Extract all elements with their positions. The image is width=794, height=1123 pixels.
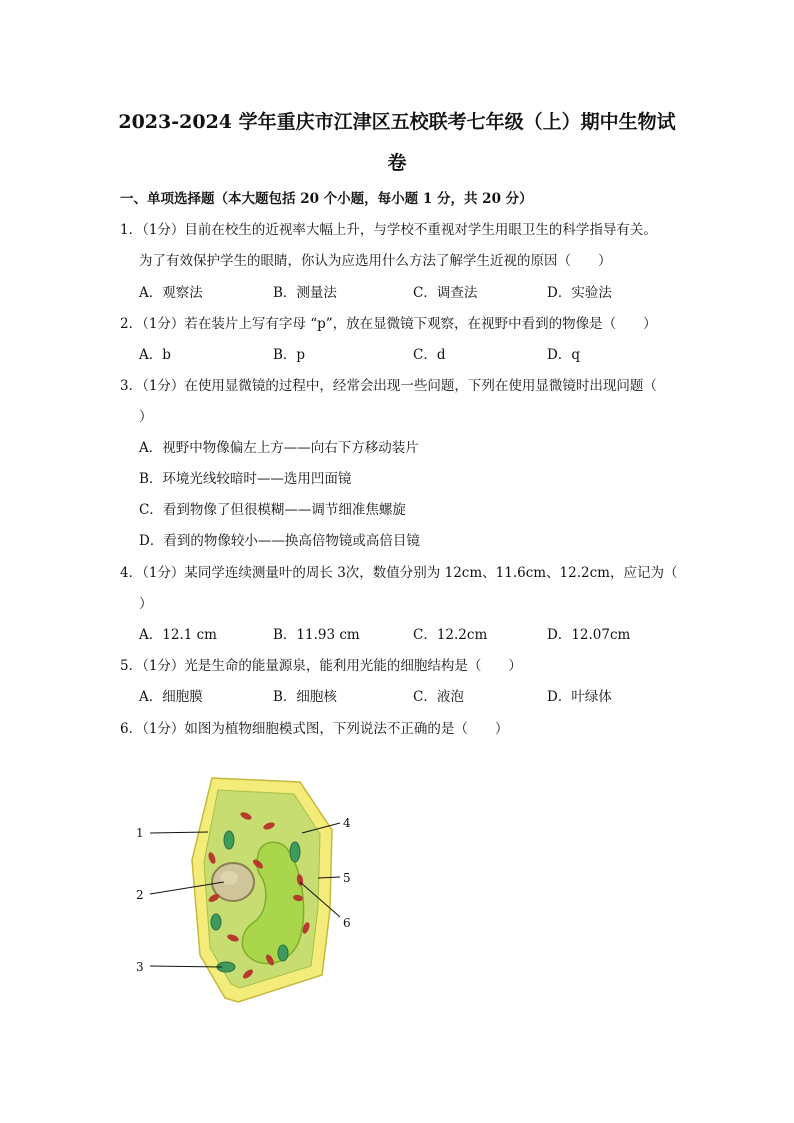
exam-title-line1: 2023-2024 学年重庆市江津区五校联考七年级（上）期中生物试: [118, 111, 676, 133]
question-4-option-b: B．11.93 cm: [273, 627, 360, 643]
chloroplast: [211, 914, 221, 930]
question-3-option-b: B．环境光线较暗时——选用凹面镜: [139, 471, 352, 487]
label-2: 2: [136, 888, 144, 902]
label-5: 5: [343, 871, 351, 885]
label-6: 6: [343, 916, 351, 930]
question-3-option-a: A．视野中物像偏左上方——向右下方移动装片: [139, 440, 419, 456]
question-2-option-b: B．p: [273, 347, 306, 363]
question-4-option-d: D．12.07cm: [547, 627, 631, 643]
question-1-line-2: 为了有效保护学生的眼睛，你认为应选用什么方法了解学生近视的原因（ ）: [139, 253, 612, 269]
plant-cell-figure: [130, 770, 370, 1020]
question-5-option-a: A．细胞膜: [139, 689, 203, 705]
chloroplast: [278, 945, 288, 961]
question-5-option-d: D．叶绿体: [547, 689, 612, 705]
question-2-option-a: A．b: [139, 347, 171, 363]
question-1-option-d: D．实验法: [547, 285, 612, 301]
chloroplast: [290, 842, 300, 862]
question-2-option-c: C．d: [413, 347, 446, 363]
question-1-option-a: A．观察法: [139, 285, 203, 301]
plant-cell-svg: [130, 770, 370, 1020]
question-4-line-2: ）: [139, 596, 153, 612]
question-4-option-c: C．12.2cm: [413, 627, 488, 643]
section-heading: 一、单项选择题（本大题包括 20 个小题，每小题 1 分，共 20 分）: [120, 191, 533, 207]
chloroplast: [224, 831, 234, 849]
question-5-option-c: C．液泡: [413, 689, 464, 705]
nucleolus: [220, 871, 238, 885]
question-3-line-2: ）: [139, 409, 153, 425]
label-3: 3: [136, 960, 144, 974]
question-5-option-b: B．细胞核: [273, 689, 337, 705]
question-2-option-d: D．q: [547, 347, 580, 363]
question-4-line-1: 4．（1分）某同学连续测量叶的周长 3次，数值分别为 12cm、11.6cm、12.2cm，应记为（: [120, 565, 678, 581]
question-4-option-a: A．12.1 cm: [139, 627, 217, 643]
question-6-line-1: 6．（1分）如图为植物细胞模式图，下列说法不正确的是（ ）: [120, 721, 509, 737]
question-3-option-c: C．看到物像了但很模糊——调节细准焦螺旋: [139, 502, 406, 518]
question-1-option-c: C．调查法: [413, 285, 478, 301]
label-4: 4: [343, 816, 351, 830]
question-1-option-b: B．测量法: [273, 285, 337, 301]
question-1-line-1: 1．（1分）目前在校生的近视率大幅上升，与学校不重视对学生用眼卫生的科学指导有关。: [120, 222, 657, 238]
question-2-line-1: 2．（1分）若在装片上写有字母 “p”，放在显微镜下观察，在视野中看到的物像是（ ）: [120, 316, 657, 332]
exam-title-line2: 卷: [387, 152, 407, 174]
question-5-line-1: 5．（1分）光是生命的能量源泉，能利用光能的细胞结构是（ ）: [120, 658, 522, 674]
question-3-line-1: 3．（1分）在使用显微镜的过程中，经常会出现一些问题，下列在使用显微镜时出现问题（: [120, 378, 657, 394]
question-3-option-d: D．看到的物像较小——换高倍物镜或高倍目镜: [139, 533, 420, 549]
label-1: 1: [136, 826, 144, 840]
